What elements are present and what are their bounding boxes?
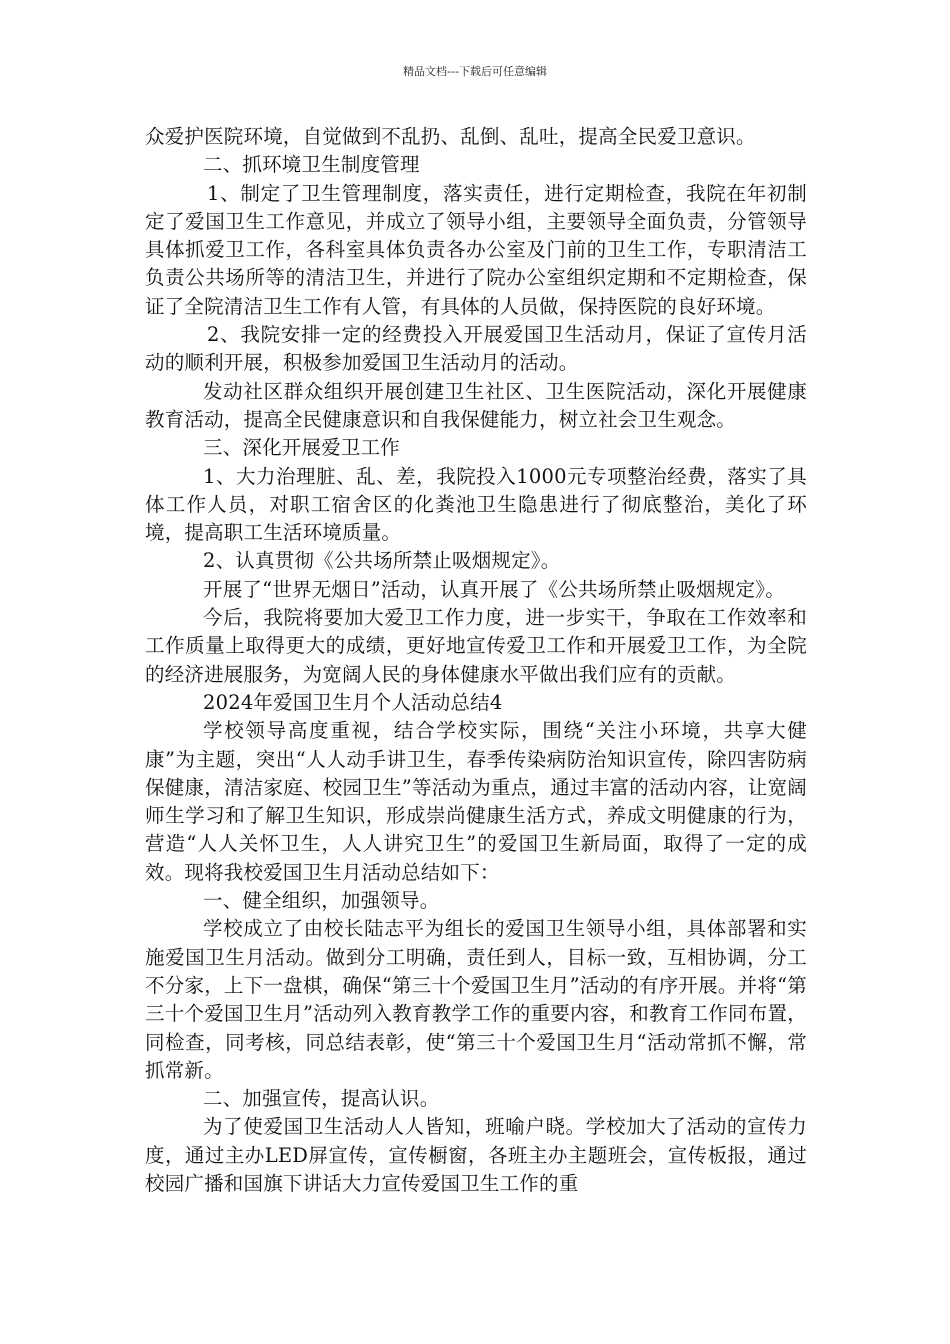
section-heading-1: 一、健全组织，加强领导。 [203,889,440,913]
section-heading-2b: 二、加强宣传，提高认识。 [203,1087,440,1111]
paragraph: 2、认真贯彻《公共场所禁止吸烟规定》。 [203,549,561,573]
paragraph: 今后，我院将要加大爱卫工作力度，进一步实干，争取在工作效率和工作质量上取得更大的成绩，更好地宣传爱卫工作和开展爱卫工作，为全院的经济进展服务，为宽阔人民的身体健康水平做出我们应有的贡献。 [145,606,807,686]
document-title: 2024年爱国卫生月个人活动总结4 [203,690,503,714]
paragraph: 1、大力治理脏、乱、差，我院投入1000元专项整治经费，落实了具体工作人员，对职工宿舍区的化粪池卫生隐患进行了彻底整治，美化了环境，提高职工生活环境质量。 [145,464,807,545]
paragraph: 1、制定了卫生管理制度，落实责任，进行定期检查，我院在年初制定了爱国卫生工作意见，并成立了领导小组，主要领导全面负责，分管领导具体抓爱卫工作，各科室具体负责各办公室及门前的卫生工作，专职清洁工负责公共场所等的清洁卫生，并进行了院办公室组织定期和不定期检查，保证了全院清洁卫生工作有人管，有具体的人员做，保持医院的良好环境。 [145,181,807,318]
paragraph: 开展了“世界无烟日”活动，认真开展了《公共场所禁止吸烟规定》。 [203,577,785,601]
section-heading-2: 二、抓环境卫生制度管理 [203,153,420,177]
paragraph: 学校成立了由校长陆志平为组长的爱国卫生领导小组，具体部署和实施爱国卫生月活动。做到分工明确，责任到人，目标一致，互相协调，分工不分家，上下一盘棋，确保“第三十个爱国卫生月”活动的有序开展。并将“第三十个爱国卫生月”活动列入教育教学工作的重要内容，和教育工作同布置，同检查，同考核，同总结表彰，使“第三十个爱国卫生月“活动常抓不懈，常抓常新。 [145,917,807,1082]
section-heading-3: 三、深化开展爱卫工作 [203,436,401,460]
page-header: 精品文档---下载后可任意编辑 [403,65,547,78]
paragraph: 为了使爱国卫生活动人人皆知，班喻户晓。学校加大了活动的宣传力度，通过主办LED屏宣传，宣传橱窗，各班主办主题班会，宣传板报，通过校园广播和国旗下讲话大力宣传爱国卫生工作的重 [145,1115,807,1195]
paragraph-continuation: 众爱护医院环境，自觉做到不乱扔、乱倒、乱吐，提高全民爱卫意识。 [145,125,756,148]
paragraph: 发动社区群众组织开展创建卫生社区、卫生医院活动，深化开展健康教育活动，提高全民健康意识和自我保健能力，树立社会卫生观念。 [145,379,807,431]
paragraph: 学校领导高度重视，结合学校实际，围绕“关注小环境，共享大健康”为主题，突出“人人动手讲卫生，春季传染病防治知识宣传，除四害防病保健康，清洁家庭、校园卫生”等活动为重点，通过丰富的活动内容，让宽阔师生学习和了解卫生知识，形成崇尚健康生活方式，养成文明健康的行为，营造“人人关怀卫生，人人讲究卫生”的爱国卫生新局面，取得了一定的成效。现将我校爱国卫生月活动总结如下： [145,719,807,884]
paragraph: 2、我院安排一定的经费投入开展爱国卫生活动月，保证了宣传月活动的顺利开展，积极参加爱国卫生活动月的活动。 [145,323,807,375]
document-body [145,123,807,1198]
